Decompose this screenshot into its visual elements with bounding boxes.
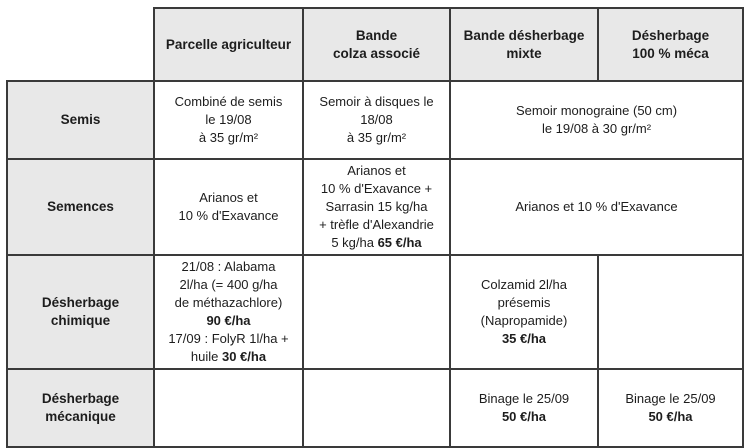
text-line: le 19/08 à 30 gr/m² bbox=[541, 121, 652, 136]
text-line: 2l/ha (= 400 g/ha bbox=[179, 277, 278, 292]
text-line: Arianos et bbox=[347, 163, 406, 178]
text-line: (Napropamide) bbox=[480, 313, 568, 328]
document-page bbox=[0, 7, 747, 447]
text-line: présemis bbox=[497, 295, 551, 310]
cell-mecanique-parcelle-empty bbox=[154, 369, 303, 447]
text-line bbox=[159, 348, 298, 366]
col-header-bande-desherbage-mixte bbox=[450, 8, 598, 81]
row-desherbage-chimique bbox=[7, 255, 743, 369]
header-text: 100 % méca bbox=[632, 45, 709, 61]
row-desherbage-mecanique bbox=[7, 369, 743, 447]
cell-mecanique-meca bbox=[598, 369, 743, 447]
cell-chimique-bande-colza-empty bbox=[303, 255, 450, 369]
text-line: Semoir à disques le bbox=[319, 94, 434, 109]
header-text: Désherbage bbox=[631, 27, 710, 43]
row-label-desherbage-chimique bbox=[7, 255, 154, 369]
price-text: 35 €/ha bbox=[501, 331, 547, 346]
text-line: à 35 gr/m² bbox=[346, 130, 407, 145]
cell-mecanique-bande-colza-empty bbox=[303, 369, 450, 447]
header-row bbox=[7, 8, 743, 81]
price-text: 50 €/ha bbox=[648, 409, 693, 424]
comparison-table bbox=[6, 7, 744, 448]
cell-mecanique-mixte bbox=[450, 369, 598, 447]
price-text: 65 €/ha bbox=[377, 235, 422, 250]
price-text: 30 €/ha bbox=[221, 349, 267, 364]
row-label-text: Désherbage bbox=[41, 391, 120, 406]
row-label-text: Semences bbox=[47, 199, 114, 214]
header-text: Bande désherbage bbox=[463, 27, 585, 43]
cell-semences-parcelle bbox=[154, 159, 303, 255]
row-label-semis bbox=[7, 81, 154, 159]
text-line: Combiné de semis bbox=[174, 94, 283, 109]
text-line bbox=[308, 234, 445, 252]
header-text: colza associé bbox=[332, 45, 421, 61]
cell-chimique-mixte bbox=[450, 255, 598, 369]
text-line: Sarrasin 15 kg/ha bbox=[325, 199, 428, 214]
text-line: Semoir monograine (50 cm) bbox=[515, 103, 678, 118]
price-text: 90 €/ha bbox=[206, 313, 251, 328]
text-line: Arianos et bbox=[199, 190, 258, 205]
row-label-desherbage-mecanique bbox=[7, 369, 154, 447]
text-line: + trèfle d'Alexandrie bbox=[319, 217, 434, 232]
text-line: 17/09 : FolyR 1l/ha + bbox=[168, 331, 289, 346]
row-label-text: chimique bbox=[50, 313, 111, 328]
header-text: Parcelle agriculteur bbox=[165, 36, 292, 52]
cell-semis-mixte-meca-merged bbox=[450, 81, 743, 159]
text-line: le 19/08 bbox=[205, 112, 252, 127]
text-line: 10 % d'Exavance + bbox=[320, 181, 433, 196]
row-label-text: mécanique bbox=[45, 409, 116, 424]
text-line: 21/08 : Alabama bbox=[181, 259, 276, 274]
cell-chimique-parcelle bbox=[154, 255, 303, 369]
text-segment: huile bbox=[190, 349, 222, 364]
cell-semis-bande-colza bbox=[303, 81, 450, 159]
text-segment: 5 kg/ha bbox=[331, 235, 378, 250]
text-line: de méthazachlore) bbox=[174, 295, 283, 310]
cell-semences-bande-colza bbox=[303, 159, 450, 255]
cell-semences-mixte-meca-merged bbox=[450, 159, 743, 255]
row-label-text: Désherbage bbox=[41, 295, 120, 310]
price-text: 50 €/ha bbox=[501, 409, 547, 424]
cell-chimique-meca-empty bbox=[598, 255, 743, 369]
text-line: Binage le 25/09 bbox=[478, 391, 570, 406]
col-header-desherbage-100-meca bbox=[598, 8, 743, 81]
cell-semis-parcelle bbox=[154, 81, 303, 159]
text-line: à 35 gr/m² bbox=[198, 130, 259, 145]
row-label-semences bbox=[7, 159, 154, 255]
row-semis bbox=[7, 81, 743, 159]
col-header-bande-colza-associe bbox=[303, 8, 450, 81]
corner-spacer-cell bbox=[7, 8, 154, 81]
row-label-text: Semis bbox=[60, 112, 101, 127]
text-line: 18/08 bbox=[360, 112, 393, 127]
text-line: Colzamid 2l/ha bbox=[481, 277, 567, 292]
text-line: Arianos et 10 % d'Exavance bbox=[515, 199, 678, 214]
text-line: 10 % d'Exavance bbox=[178, 208, 279, 223]
header-text: Bande bbox=[355, 27, 398, 43]
text-line: Binage le 25/09 bbox=[625, 391, 716, 406]
header-text: mixte bbox=[506, 45, 542, 61]
col-header-parcelle-agriculteur bbox=[154, 8, 303, 81]
row-semences bbox=[7, 159, 743, 255]
